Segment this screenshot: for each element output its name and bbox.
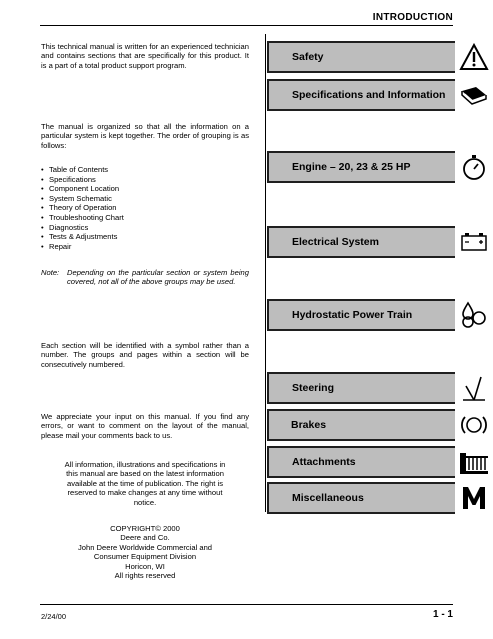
section-tab-safety[interactable] [267, 41, 493, 73]
steering-icon [455, 372, 493, 404]
section-tab-steering[interactable] [267, 372, 493, 404]
list-item: • Specifications [41, 175, 124, 185]
list-item: • Component Location [41, 184, 124, 194]
header-rule [40, 25, 453, 26]
copyright-line: Consumer Equipment Division [93, 552, 197, 562]
intro-paragraph-2: The manual is organized so that all the information on a particular system is kept together. The order of grouping is as follows: [41, 122, 249, 150]
list-item: • Repair [41, 242, 124, 252]
list-item: • Table of Contents [41, 165, 124, 175]
section-tab-electrical[interactable] [267, 226, 493, 258]
copyright-line: All rights reserved [114, 571, 176, 581]
intro-paragraph-1: This technical manual is written for an experienced technician and contains sections that are specifically for this product. It is a part of a total product support program. [41, 42, 249, 70]
note-label: Note: [41, 268, 60, 277]
list-item: • Troubleshooting Chart [41, 213, 124, 223]
section-tab-label: Steering [269, 374, 455, 402]
section-tab-label: Engine – 20, 23 & 25 HP [269, 153, 455, 181]
section-tab-label: Hydrostatic Power Train [269, 301, 455, 329]
group-order-list [41, 165, 124, 251]
page-header-title: INTRODUCTION [372, 12, 453, 23]
intro-paragraph-3: Each section will be identified with a symbol rather than a number. The groups and pages within a section will be consecutively numbered. [41, 341, 249, 369]
m-letter-icon [455, 482, 493, 514]
section-tab-brakes[interactable] [267, 409, 493, 441]
section-tab-label: Specifications and Information [269, 81, 455, 109]
section-tab-label: Miscellaneous [269, 484, 455, 512]
copyright-line: COPYRIGHT© 2000 [110, 524, 180, 533]
note-block [41, 268, 249, 286]
copyright-line: Horicon, WI [125, 561, 165, 571]
list-item: • System Schematic [41, 194, 124, 204]
copyright-line: John Deere Worldwide Commercial and [77, 542, 213, 552]
hydraulic-drop-gears-icon [455, 299, 493, 331]
page-number: 1 - 1 [432, 609, 453, 620]
footer-date: 2/24/00 [41, 612, 67, 621]
copyright-line: Deere and Co. [120, 533, 170, 543]
section-tab-engine[interactable] [267, 151, 493, 183]
footer-rule [40, 604, 453, 605]
copyright-block [41, 524, 249, 580]
book-icon [455, 79, 493, 111]
list-item: • Diagnostics [41, 223, 124, 233]
stopwatch-icon [455, 151, 493, 183]
attachment-icon [455, 446, 493, 478]
section-tab-hydrostatic[interactable] [267, 299, 493, 331]
battery-icon [455, 226, 493, 258]
section-tab-miscellaneous[interactable] [267, 482, 493, 514]
section-tab-label: Attachments [269, 448, 455, 476]
warning-triangle-icon [455, 41, 493, 73]
list-item: • Tests & Adjustments [41, 232, 124, 242]
section-tab-label: Electrical System [269, 228, 455, 256]
brake-icon [455, 409, 493, 441]
list-item: • Theory of Operation [41, 203, 124, 213]
section-tab-label: Brakes [269, 411, 455, 439]
section-tab-specifications[interactable] [267, 79, 493, 111]
note-text: Depending on the particular section or system being covered, not all of the above groups may be used. [67, 268, 249, 287]
section-tab-attachments[interactable] [267, 446, 493, 478]
section-divider-line [265, 34, 266, 512]
section-tab-label: Safety [269, 43, 455, 71]
intro-paragraph-4: We appreciate your input on this manual. If you find any errors, or want to comment on the layout of the manual, please mail your comments back to us. [41, 412, 249, 440]
disclaimer-text: All information, illustrations and specifications in this manual are based on the latest information available at the time of publication. The right is reserved to make changes at any time without notice. [64, 460, 226, 507]
